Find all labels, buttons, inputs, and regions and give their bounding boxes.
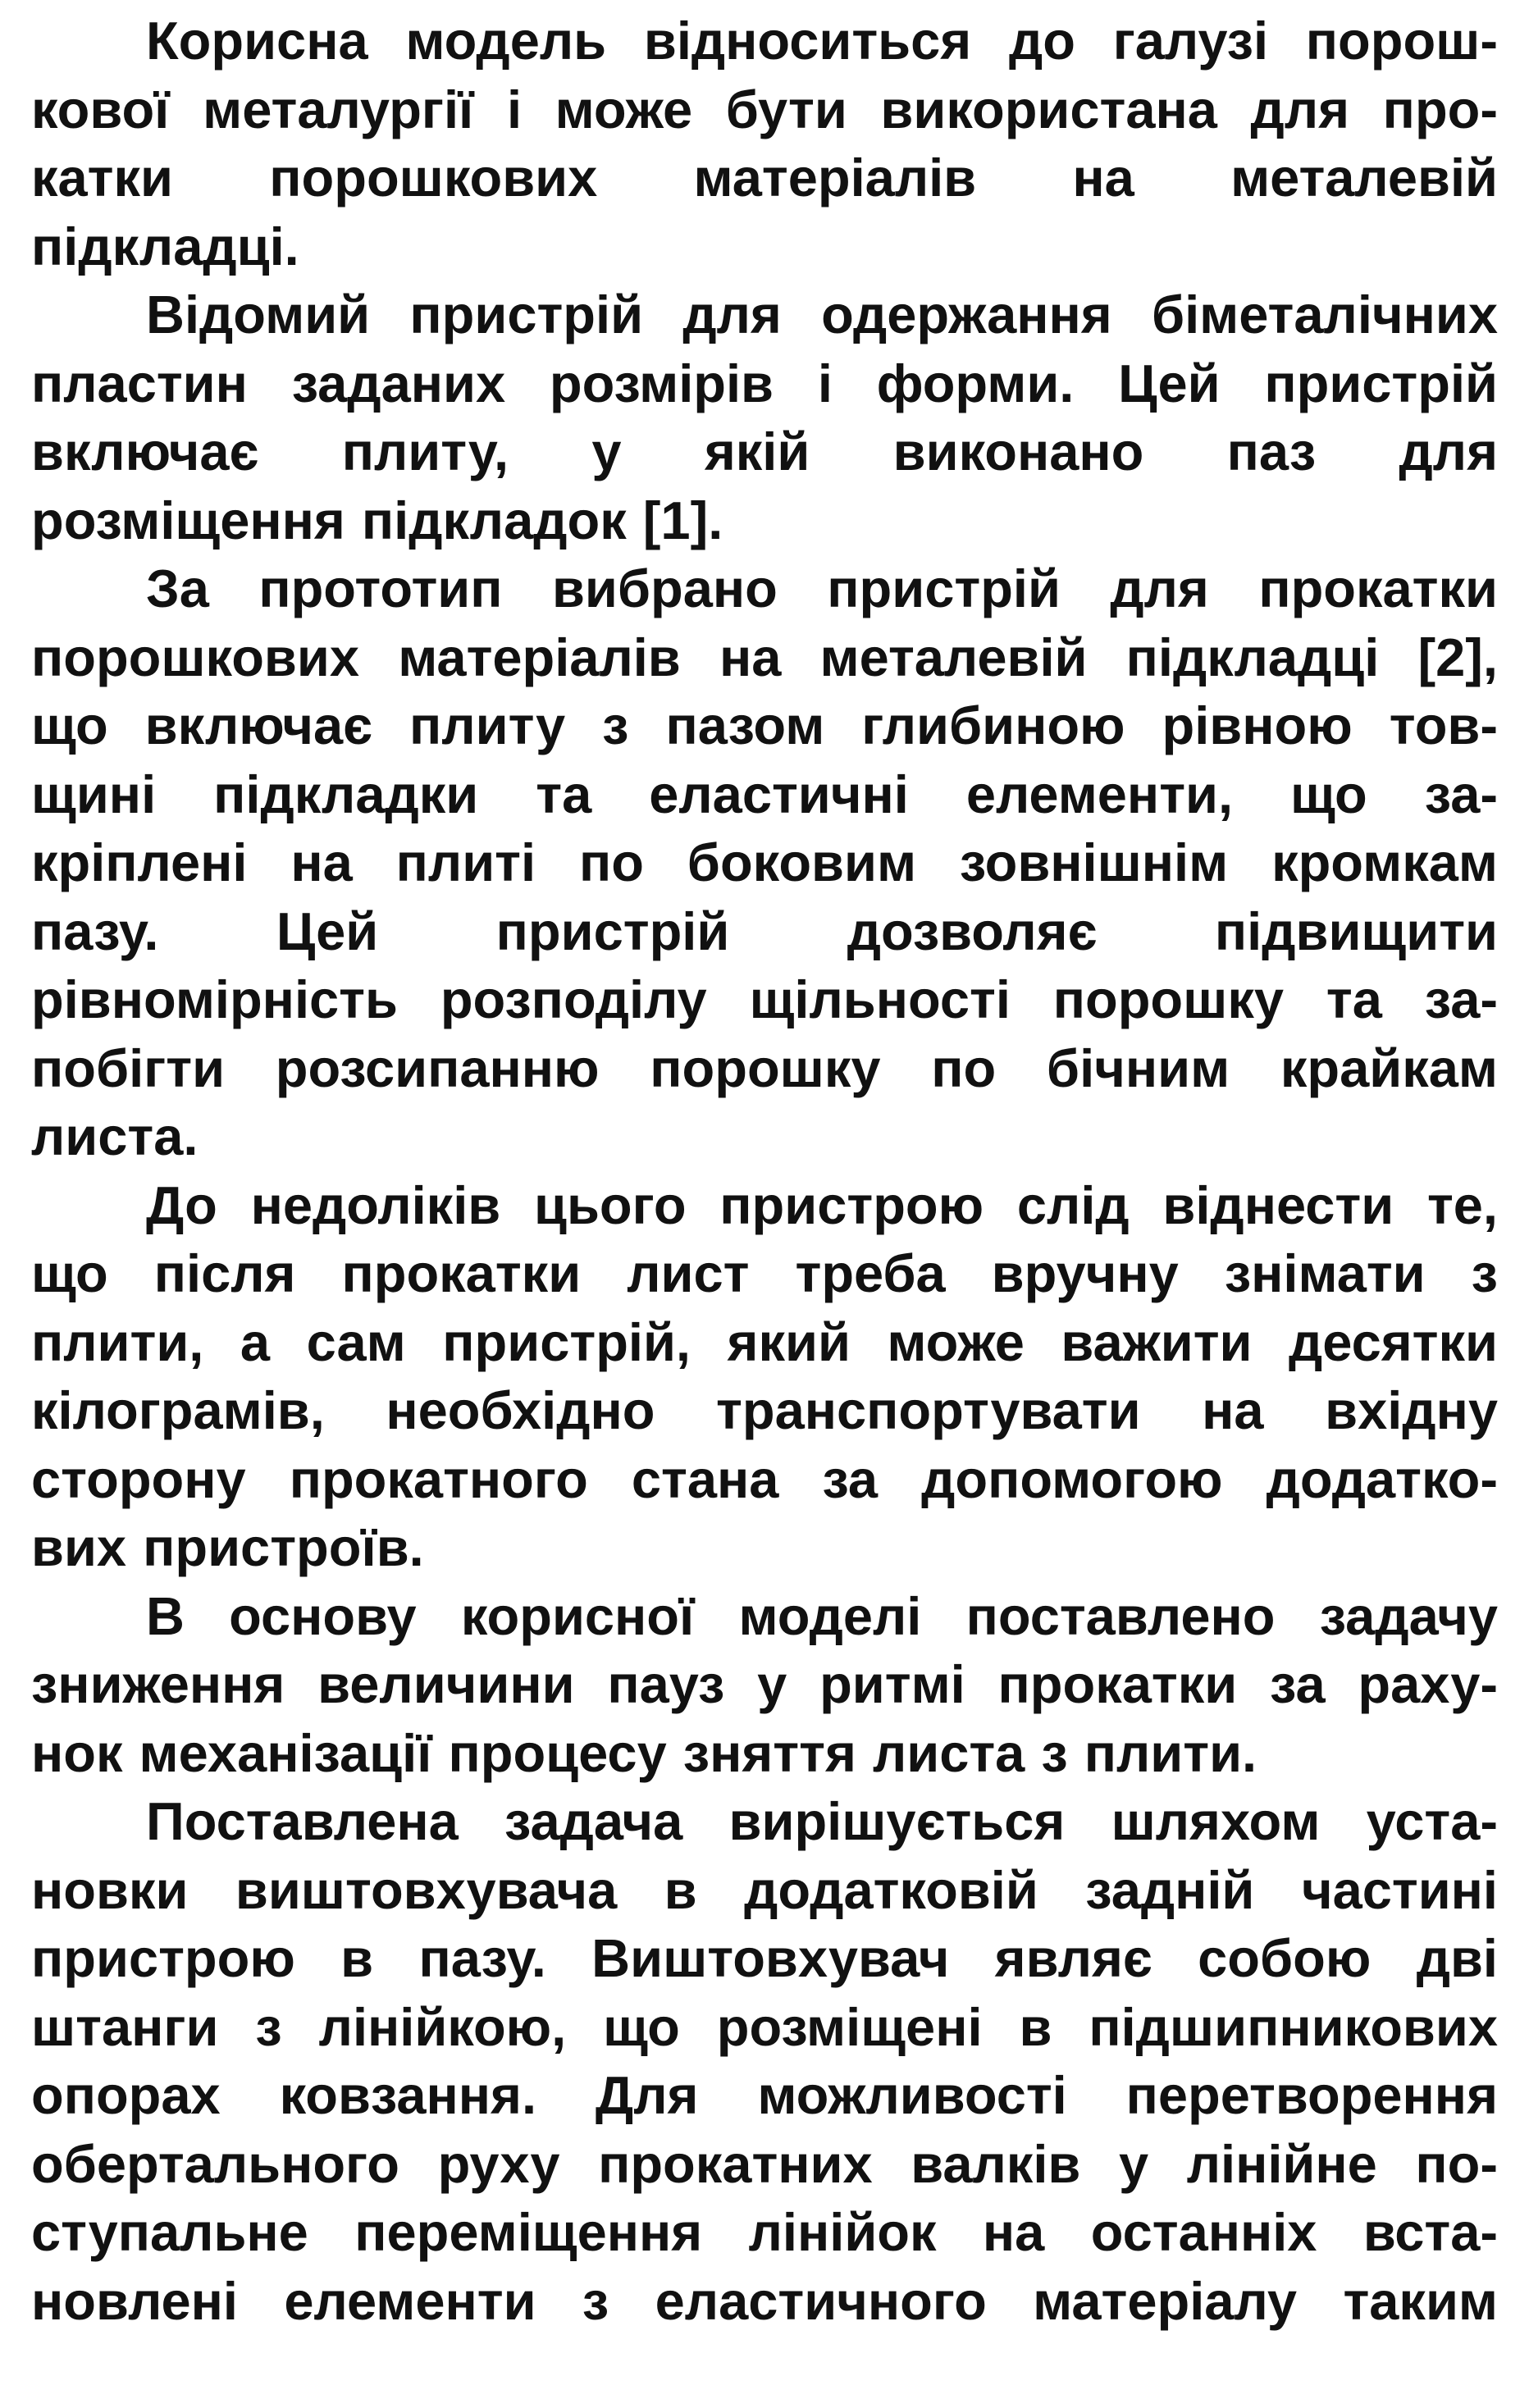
text-line: Корисна модель відноситься до галузі порош-	[146, 11, 1498, 71]
text-line: порошкових матеріалів на металевій підкладці [2],	[31, 627, 1498, 687]
text-line: ступальне переміщення лінійок на останніх вста-	[31, 2202, 1498, 2262]
text-line: новки виштовхувача в додатковій задній частині	[31, 1859, 1498, 1920]
text-line: зниження величини пауз у ритмі прокатки за раху-	[31, 1654, 1498, 1714]
text-line: що включає плиту з пазом глибиною рівною тов-	[31, 695, 1498, 755]
text-line: Поставлена задача вирішується шляхом уста-	[146, 1791, 1498, 1851]
document-page	[31, 7, 1498, 2401]
text-line: сторону прокатного стана за допомогою додатко-	[31, 1448, 1498, 1509]
text-line: пристрою в пазу. Виштовхувач являє собою дві	[31, 1928, 1498, 1988]
text-line: катки порошкових матеріалів на металевій	[31, 148, 1498, 208]
text-line: включає плиту, у якій виконано паз для	[31, 422, 1498, 481]
text-line: нок механізації процесу зняття листа з плити.	[31, 1722, 1257, 1783]
text-line: вих пристроїв.	[31, 1517, 424, 1577]
text-line: розміщення підкладок [1].	[31, 490, 723, 550]
text-line: листа.	[31, 1106, 199, 1166]
text-line: щині підкладки та еластичні елементи, що за-	[31, 764, 1498, 824]
text-line: обертального руху прокатних валків у лінійне по-	[31, 2133, 1498, 2194]
text-line: рівномірність розподілу щільності порошку та за-	[31, 969, 1498, 1029]
text-line: побігти розсипанню порошку по бічним крайкам	[31, 1038, 1498, 1098]
text-line: Відомий пристрій для одержання біметалічних	[146, 285, 1498, 344]
text-line: кріплені на плиті по боковим зовнішнім кромкам	[31, 832, 1498, 892]
text-line: пластин заданих розмірів і форми. Цей пристрій	[31, 353, 1498, 413]
paragraph-1	[31, 7, 1498, 280]
paragraph-5	[31, 1582, 1498, 1788]
paragraph-4	[31, 1171, 1498, 1582]
text-line: що після прокатки лист треба вручну знімати з	[31, 1243, 1498, 1303]
text-line: кової металургії і може бути використана для про-	[31, 79, 1498, 139]
paragraph-6	[31, 1787, 1498, 2335]
text-line: новлені елементи з еластичного матеріалу таким	[31, 2270, 1498, 2331]
text-line: За прототип вибрано пристрій для прокатки	[146, 559, 1498, 618]
paragraph-3	[31, 554, 1498, 1171]
text-line: В основу корисної моделі поставлено задачу	[146, 1585, 1498, 1646]
text-line: плити, а сам пристрій, який може важити десятки	[31, 1311, 1498, 1372]
text-line: опорах ковзання. Для можливості перетворення	[31, 2065, 1498, 2125]
text-line: штанги з лінійкою, що розміщені в підшипникових	[31, 1996, 1498, 2057]
text-line: кілограмів, необхідно транспортувати на вхідну	[31, 1380, 1498, 1440]
text-line: підкладці.	[31, 216, 299, 276]
text-line: пазу. Цей пристрій дозволяє підвищити	[31, 901, 1498, 961]
text-line: До недоліків цього пристрою слід віднести те,	[146, 1174, 1498, 1235]
paragraph-2	[31, 280, 1498, 554]
